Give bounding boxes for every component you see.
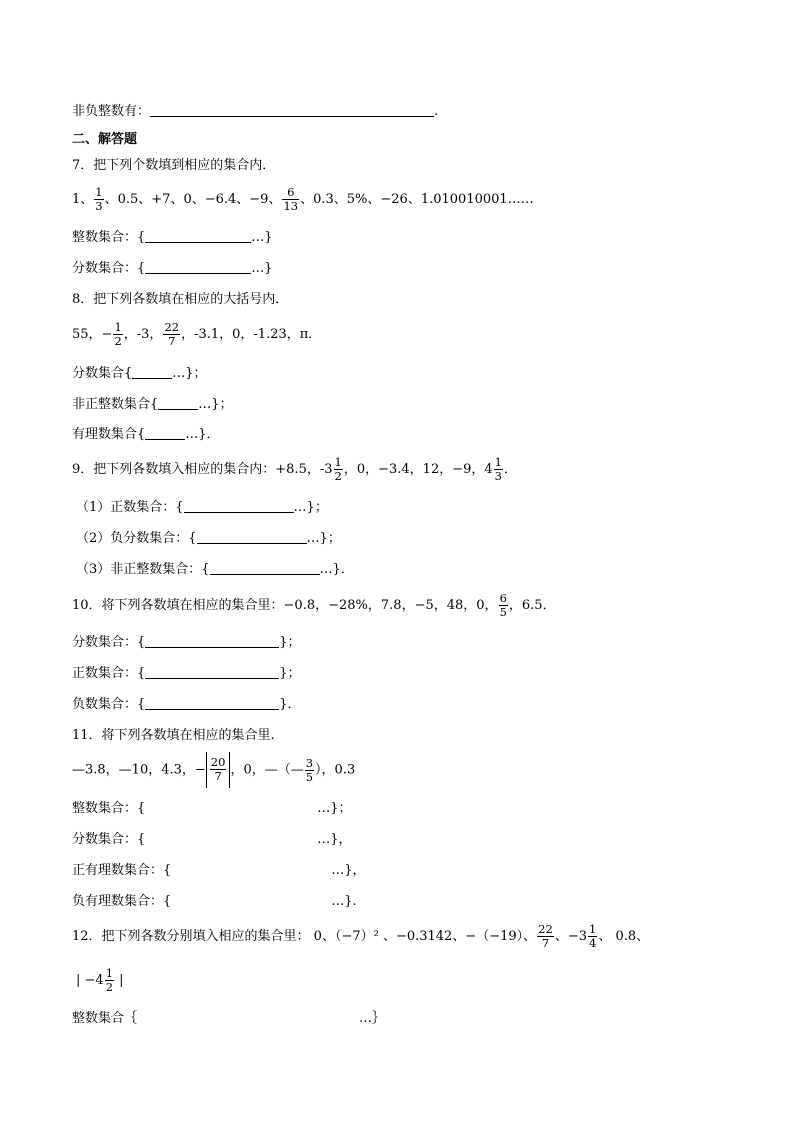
question-11-positive-rational-set: 正有理数集合：{ …}，	[72, 863, 366, 878]
answer-blank[interactable]	[145, 697, 279, 710]
question-11-numbers: —3.8，—10，4.3，− $\frac{20}{7}$ ，0，—（— $\frac{3}{5}$ ），0.3	[72, 752, 355, 789]
fraction: $\frac{1}{3}$	[494, 455, 502, 483]
question-8-nonpositive-integer-set: 非正整数集合{ …}；	[72, 397, 233, 412]
fraction: $\frac{1}{3}$	[95, 185, 103, 213]
fraction: $\frac{3}{5}$	[305, 755, 314, 784]
fraction: $\frac{1}{2}$	[114, 320, 122, 348]
question-10-positive-set: 正数集合：{ }；	[72, 666, 301, 681]
question-10-fraction-set: 分数集合：{ }；	[72, 635, 301, 650]
question-7-title: 7．把下列个数填到相应的集合内．	[72, 158, 276, 173]
fraction: $\frac{20}{7}$	[210, 755, 226, 783]
question-7-numbers: 1、 $\frac{1}{3}$ 、0.5、+7、0、−6.4、−9、 $\frac{6}{13}$ 、0.3、5%、−26、1.010010001……	[72, 185, 534, 213]
question-7-integer-set: 整数集合：{ …}	[72, 230, 273, 245]
fraction: $\frac{1}{2}$	[105, 966, 114, 994]
answer-blank[interactable]	[184, 500, 294, 513]
nonneg-integers-line: 非负整数有： .	[72, 104, 439, 119]
question-11-title: 11．将下列各数填在相应的集合里.	[72, 728, 275, 743]
fraction: $\frac{6}{13}$	[283, 185, 299, 213]
question-8-rational-set: 有理数集合{ …}．	[72, 427, 220, 442]
label: 非负整数有：	[72, 104, 151, 119]
answer-blank[interactable]	[158, 397, 198, 410]
question-11-negative-rational-set: 负有理数集合：{ …}.	[72, 894, 357, 909]
answer-blank[interactable]	[145, 427, 185, 440]
answer-blank[interactable]	[145, 261, 251, 274]
answer-blank[interactable]	[145, 635, 279, 648]
question-7-fraction-set: 分数集合：{ …}	[72, 261, 273, 276]
question-8-numbers: 55，− $\frac{1}{2}$ ，-3， $\frac{22}{7}$ ，-3.1，0，-1.· 23，π．	[72, 320, 321, 350]
question-10-negative-set: 负数集合：{ }．	[72, 697, 301, 712]
question-9-negative-fraction-set: （2）负分数集合：{ …}；	[76, 531, 341, 546]
question-12-integer-set: 整数集合｛ …｝	[72, 1011, 386, 1026]
question-12-abs-value: | −4 $\frac{1}{2}$ |	[76, 966, 124, 994]
fraction: $\frac{1}{4}$	[588, 922, 597, 950]
question-9-nonpositive-integer-set: （3）非正整数集合：{ …}．	[76, 562, 354, 577]
answer-blank[interactable]	[132, 366, 172, 379]
question-12-title: 12．把下列各数分别填入相应的集合里： 0、（−7）² 、−0.3142、−（−19）、 $\frac{22}{7}$ 、−3 $\frac{1}{4}$ 、 0.8、	[72, 922, 650, 950]
fraction: $\frac{6}{5}$	[499, 591, 507, 619]
question-10-title: 10．将下列各数填在相应的集合里：−0.8，−28%，7.8，−5，48，0， $\frac{6}{5}$ ，6.5．	[72, 591, 556, 619]
question-9-title: 9．把下列各数填入相应的集合内：+8.5，-3 $\frac{1}{2}$ ，0，−3.4，12，−9，4 $\frac{1}{3}$ ．	[72, 455, 518, 483]
repeating-decimal: · 23	[270, 327, 287, 342]
fraction: $\frac{1}{2}$	[334, 455, 342, 483]
question-9-positive-set: （1）正数集合：{ …}；	[76, 500, 328, 515]
question-11-integer-set: 整数集合：{ …}；	[72, 801, 352, 816]
absolute-value	[206, 752, 231, 788]
fraction: $\frac{22}{7}$	[164, 320, 180, 348]
answer-blank[interactable]	[150, 104, 434, 117]
answer-blank[interactable]	[197, 531, 307, 544]
answer-blank[interactable]	[145, 666, 279, 679]
fraction: $\frac{22}{7}$	[538, 922, 553, 950]
section-title: 二、解答题	[72, 132, 138, 147]
question-11-fraction-set: 分数集合：{ …}，	[72, 832, 352, 847]
answer-blank[interactable]	[145, 230, 251, 243]
question-8-fraction-set: 分数集合{ …}；	[72, 366, 207, 381]
answer-blank[interactable]	[210, 562, 320, 575]
question-8-title: 8．把下列各数填在相应的大括号内．	[72, 292, 289, 307]
